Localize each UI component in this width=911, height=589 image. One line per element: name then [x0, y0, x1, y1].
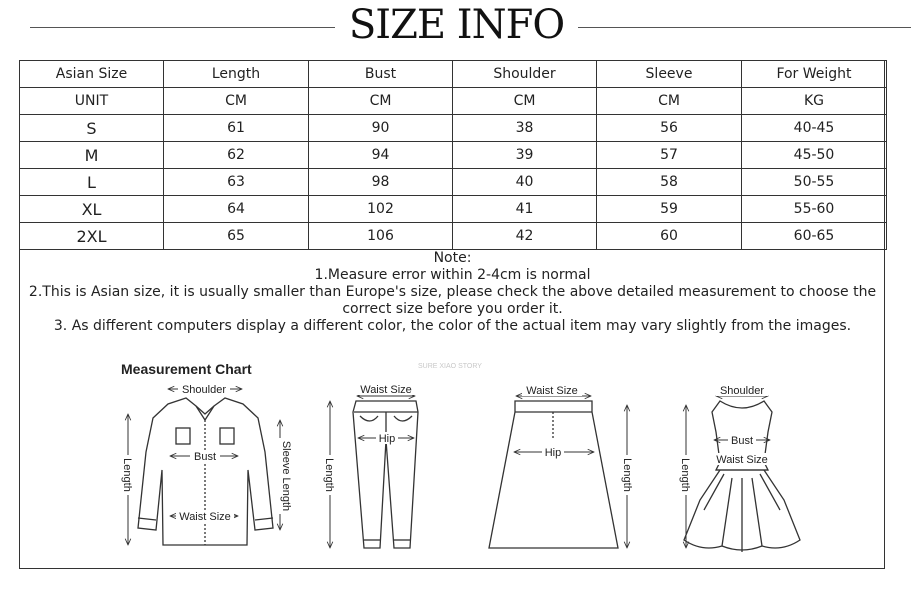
note-heading: Note: — [433, 250, 472, 266]
shirt-bust-label: Bust — [193, 451, 217, 463]
pants-labels — [323, 383, 414, 495]
table-cell: 64 — [164, 196, 309, 223]
skirt-waist-label: Waist Size — [526, 385, 578, 397]
table-cell: 62 — [164, 142, 309, 169]
column-header: Bust — [309, 61, 453, 88]
table-cell: 41 — [453, 196, 597, 223]
size-cell: XL — [20, 196, 164, 223]
shirt-shoulder-label: Shoulder — [181, 384, 227, 396]
pants-hip-label: Hip — [378, 433, 396, 445]
column-header: Shoulder — [453, 61, 597, 88]
size-cell: S — [20, 115, 164, 142]
dress-waist-label: Waist Size — [716, 454, 768, 466]
size-cell: L — [20, 169, 164, 196]
table-cell: 39 — [453, 142, 597, 169]
table-cell: 58 — [597, 169, 742, 196]
table-cell: 106 — [309, 223, 453, 250]
unit-cell: CM — [309, 88, 453, 115]
column-header: Length — [164, 61, 309, 88]
shirt-length-label: Length — [121, 458, 133, 492]
table-cell: 40 — [453, 169, 597, 196]
note-line: 1.Measure error within 2-4cm is normal — [314, 267, 591, 283]
table-cell: 56 — [597, 115, 742, 142]
note-line: 2.This is Asian size, it is usually smaller than Europe's size, please check the above detailed measurement to choose the correct size before you order it. — [28, 284, 877, 317]
page-title: SIZE INFO — [348, 2, 565, 48]
table-cell: 102 — [309, 196, 453, 223]
dress-measures — [686, 396, 770, 548]
pants-measures — [330, 396, 415, 548]
table-cell: 94 — [309, 142, 453, 169]
table-cell: 50-55 — [742, 169, 887, 196]
table-cell: 98 — [309, 169, 453, 196]
column-header: Asian Size — [20, 61, 164, 88]
skirt-length-label: Length — [621, 458, 633, 492]
table-cell: 40-45 — [742, 115, 887, 142]
note-line: 3. As different computers display a different color, the color of the actual item may vary slightly from the images. — [53, 318, 852, 334]
table-cell: 63 — [164, 169, 309, 196]
table-cell: 55-60 — [742, 196, 887, 223]
size-cell: 2XL — [20, 223, 164, 250]
shirt-labels — [121, 383, 292, 523]
table-cell: 42 — [453, 223, 597, 250]
table-cell: 57 — [597, 142, 742, 169]
pants-length-label: Length — [323, 458, 335, 492]
table-cell: 59 — [597, 196, 742, 223]
table-cell: 38 — [453, 115, 597, 142]
table-cell: 90 — [309, 115, 453, 142]
dress-length-label: Length — [679, 458, 691, 492]
dress-shoulder-label: Shoulder — [719, 385, 765, 397]
pants-waist-label: Waist Size — [360, 384, 412, 396]
dress-diagram — [684, 401, 800, 552]
watermark: SURE XIAO STORY — [418, 363, 482, 370]
table-cell: 65 — [164, 223, 309, 250]
unit-cell: CM — [453, 88, 597, 115]
size-cell: M — [20, 142, 164, 169]
table-cell: 60 — [597, 223, 742, 250]
measurement-chart-title: Measurement Chart — [121, 361, 252, 377]
skirt-hip-label: Hip — [544, 447, 562, 459]
dress-bust-label: Bust — [730, 435, 754, 447]
skirt-measures — [514, 396, 627, 548]
column-header: Sleeve — [597, 61, 742, 88]
table-cell: 60-65 — [742, 223, 887, 250]
skirt-diagram — [489, 401, 618, 548]
column-header: For Weight — [742, 61, 887, 88]
shirt-waist-label: Waist Size — [179, 511, 231, 523]
unit-cell: CM — [164, 88, 309, 115]
pants-diagram — [353, 401, 418, 548]
unit-cell: CM — [597, 88, 742, 115]
unit-cell: KG — [742, 88, 887, 115]
table-cell: 61 — [164, 115, 309, 142]
unit-cell: UNIT — [20, 88, 164, 115]
table-cell: 45-50 — [742, 142, 887, 169]
shirt-sleeve-label: Sleeve Length — [280, 440, 292, 512]
